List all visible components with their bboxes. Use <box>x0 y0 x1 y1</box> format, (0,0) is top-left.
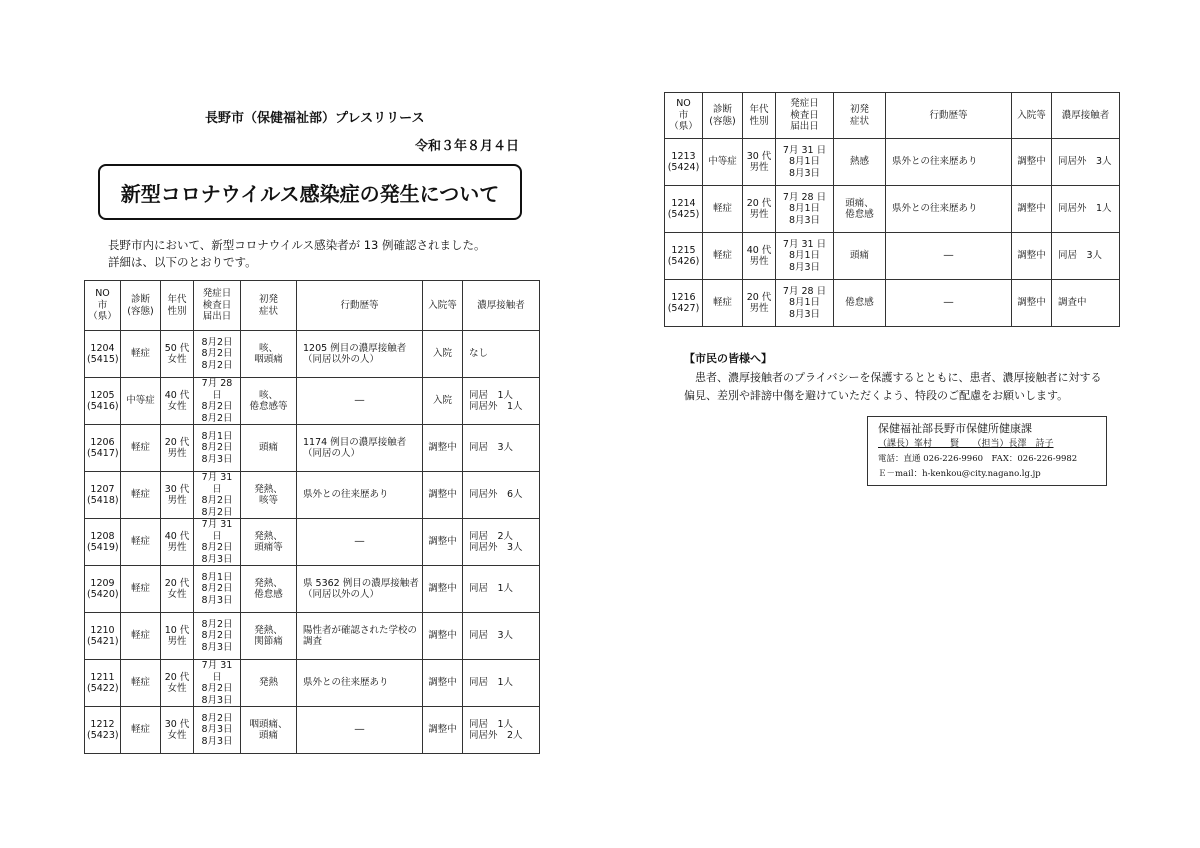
cell-diagnosis: 軽症 <box>121 519 161 566</box>
cell-hospitalization: 調整中 <box>1012 280 1052 327</box>
cell-close-contacts: 同居 3人 <box>463 613 540 660</box>
cell-dates: 8月2日 8月2日 8月2日 <box>194 331 241 378</box>
table-row <box>665 233 1120 280</box>
cell-case-no: 1206 (5417) <box>85 425 121 472</box>
cell-dates: 7月 31 日 8月2日 8月2日 <box>194 472 241 519</box>
contact-persons: （課長）峯村 賢 （担当）長澤 詩子 <box>878 439 1054 449</box>
cell-case-no: 1209 (5420) <box>85 566 121 613</box>
cell-age-sex: 40 代 男性 <box>743 233 776 280</box>
cell-dates: 8月2日 8月2日 8月3日 <box>194 613 241 660</box>
cell-diagnosis: 中等症 <box>703 139 743 186</box>
cell-age-sex: 20 代 男性 <box>743 186 776 233</box>
cell-hospitalization: 調整中 <box>423 472 463 519</box>
cell-diagnosis: 軽症 <box>121 472 161 519</box>
press-release-dept: 長野市（保健福祉部）プレスリリース <box>205 111 425 126</box>
cell-dates: 7月 31 日 8月1日 8月3日 <box>776 233 834 280</box>
cell-dates: 7月 28 日 8月2日 8月2日 <box>194 378 241 425</box>
col-header-close-contacts: 濃厚接触者 <box>463 281 540 331</box>
cell-symptoms: 頭痛 <box>241 425 297 472</box>
cell-symptoms: 咽頭痛、 頭痛 <box>241 707 297 754</box>
cell-age-sex: 10 代 男性 <box>161 613 194 660</box>
cell-diagnosis: 軽症 <box>703 233 743 280</box>
cell-history: 1174 例目の濃厚接触者 （同居の人） <box>297 425 423 472</box>
table-row <box>85 660 540 707</box>
cell-diagnosis: 軽症 <box>121 660 161 707</box>
cell-symptoms: 発熱 <box>241 660 297 707</box>
cell-close-contacts: 同居 1人 同居外 2人 <box>463 707 540 754</box>
cell-close-contacts: 同居 1人 <box>463 660 540 707</box>
col-header-history: 行動歴等 <box>297 281 423 331</box>
cell-age-sex: 40 代 男性 <box>161 519 194 566</box>
notice-heading: 【市民の皆様へ】 <box>684 352 772 365</box>
cell-case-no: 1212 (5423) <box>85 707 121 754</box>
cell-age-sex: 20 代 男性 <box>743 280 776 327</box>
cell-symptoms: 咳、 倦怠感等 <box>241 378 297 425</box>
cell-close-contacts: 調査中 <box>1052 280 1120 327</box>
table-row <box>85 472 540 519</box>
cell-close-contacts: 同居 3人 <box>1052 233 1120 280</box>
cell-dates: 8月2日 8月3日 8月3日 <box>194 707 241 754</box>
cell-dates: 7月 28 日 8月1日 8月3日 <box>776 186 834 233</box>
cell-dates: 7月 28 日 8月1日 8月3日 <box>776 280 834 327</box>
cell-close-contacts: なし <box>463 331 540 378</box>
cell-close-contacts: 同居 1人 同居外 1人 <box>463 378 540 425</box>
cell-case-no: 1204 (5415) <box>85 331 121 378</box>
cell-symptoms: 発熱、 頭痛等 <box>241 519 297 566</box>
table-row <box>85 378 540 425</box>
cell-diagnosis: 軽症 <box>703 186 743 233</box>
cell-history: 陽性者が確認された学校の 調査 <box>297 613 423 660</box>
col-header-dates: 発症日 検査日 届出日 <box>776 93 834 139</box>
cell-age-sex: 40 代 女性 <box>161 378 194 425</box>
case-table-2 <box>664 92 1120 327</box>
cell-age-sex: 30 代 男性 <box>743 139 776 186</box>
col-header-dates: 発症日 検査日 届出日 <box>194 281 241 331</box>
col-header-symptoms: 初発 症状 <box>241 281 297 331</box>
intro-line-2: 詳細は、以下のとおりです。 <box>108 255 257 269</box>
cell-symptoms: 発熱、 関節痛 <box>241 613 297 660</box>
cell-symptoms: 熱感 <box>834 139 886 186</box>
cell-case-no: 1207 (5418) <box>85 472 121 519</box>
cell-hospitalization: 調整中 <box>423 566 463 613</box>
cell-hospitalization: 調整中 <box>423 707 463 754</box>
notice-line-1: 患者、濃厚接触者のプライバシーを保護するとともに、患者、濃厚接触者に対する <box>684 371 1102 384</box>
cell-hospitalization: 調整中 <box>423 613 463 660</box>
cell-age-sex: 20 代 男性 <box>161 425 194 472</box>
cell-history: 1205 例目の濃厚接触者 （同居以外の人） <box>297 331 423 378</box>
table-row <box>85 519 540 566</box>
col-header-case-no: NO 市 （県） <box>665 93 703 139</box>
col-header-history: 行動歴等 <box>886 93 1012 139</box>
cell-close-contacts: 同居 2人 同居外 3人 <box>463 519 540 566</box>
cell-close-contacts: 同居外 1人 <box>1052 186 1120 233</box>
table-header-row <box>85 281 540 331</box>
cell-diagnosis: 軽症 <box>703 280 743 327</box>
cell-history: 県外との往来歴あり <box>297 472 423 519</box>
cell-hospitalization: 調整中 <box>1012 233 1052 280</box>
cell-hospitalization: 調整中 <box>423 660 463 707</box>
cell-age-sex: 20 代 女性 <box>161 660 194 707</box>
cell-dates: 7月 31 日 8月1日 8月3日 <box>776 139 834 186</box>
table-row <box>85 613 540 660</box>
cell-history: ― <box>886 233 1012 280</box>
notice-line-2: 偏見、差別や誹謗中傷を避けていただくよう、特段のご配慮をお願いします。 <box>684 389 1069 402</box>
cell-age-sex: 50 代 女性 <box>161 331 194 378</box>
cell-age-sex: 20 代 女性 <box>161 566 194 613</box>
cell-symptoms: 発熱、 倦怠感 <box>241 566 297 613</box>
cell-symptoms: 頭痛、 倦怠感 <box>834 186 886 233</box>
contact-office: 保健福祉部長野市保健所健康課 <box>878 422 1032 435</box>
cell-symptoms: 発熱、 咳等 <box>241 472 297 519</box>
cell-dates: 8月1日 8月2日 8月3日 <box>194 425 241 472</box>
cell-age-sex: 30 代 男性 <box>161 472 194 519</box>
table-row <box>665 139 1120 186</box>
cell-hospitalization: 調整中 <box>423 519 463 566</box>
cell-case-no: 1211 (5422) <box>85 660 121 707</box>
case-table-1 <box>84 280 540 754</box>
contact-box <box>867 416 1107 486</box>
cell-symptoms: 頭痛 <box>834 233 886 280</box>
cell-dates: 7月 31 日 8月2日 8月3日 <box>194 660 241 707</box>
cell-history: 県外との往来歴あり <box>886 186 1012 233</box>
cell-history: ― <box>297 378 423 425</box>
cell-hospitalization: 入院 <box>423 378 463 425</box>
col-header-age-sex: 年代 性別 <box>743 93 776 139</box>
cell-case-no: 1214 (5425) <box>665 186 703 233</box>
table-row <box>665 280 1120 327</box>
intro-line-1: 長野市内において、新型コロナウイルス感染者が 13 例確認されました。 <box>108 238 486 252</box>
cell-diagnosis: 軽症 <box>121 425 161 472</box>
cell-hospitalization: 調整中 <box>423 425 463 472</box>
cell-hospitalization: 調整中 <box>1012 139 1052 186</box>
col-header-close-contacts: 濃厚接触者 <box>1052 93 1120 139</box>
table-row <box>85 707 540 754</box>
cell-symptoms: 咳、 咽頭痛 <box>241 331 297 378</box>
cell-case-no: 1216 (5427) <box>665 280 703 327</box>
cell-history: ― <box>297 519 423 566</box>
contact-phone: 電話：直通 026-226-9960 FAX：026-226-9982 <box>878 454 1078 464</box>
col-header-age-sex: 年代 性別 <box>161 281 194 331</box>
cell-diagnosis: 軽症 <box>121 707 161 754</box>
table-row <box>665 186 1120 233</box>
cell-dates: 7月 31 日 8月2日 8月3日 <box>194 519 241 566</box>
col-header-symptoms: 初発 症状 <box>834 93 886 139</box>
cell-dates: 8月1日 8月2日 8月3日 <box>194 566 241 613</box>
cell-history: ― <box>297 707 423 754</box>
cell-close-contacts: 同居外 6人 <box>463 472 540 519</box>
cell-case-no: 1208 (5419) <box>85 519 121 566</box>
contact-email: Ｅ－mail：h-kenkou@city.nagano.lg.jp <box>878 469 1041 479</box>
cell-history: 県外との往来歴あり <box>886 139 1012 186</box>
col-header-diagnosis: 診断 (容態) <box>703 93 743 139</box>
col-header-diagnosis: 診断 (容態) <box>121 281 161 331</box>
cell-close-contacts: 同居 1人 <box>463 566 540 613</box>
cell-case-no: 1213 (5424) <box>665 139 703 186</box>
cell-diagnosis: 軽症 <box>121 331 161 378</box>
cell-history: ― <box>886 280 1012 327</box>
table-row <box>85 425 540 472</box>
table-row <box>85 331 540 378</box>
cell-age-sex: 30 代 女性 <box>161 707 194 754</box>
document-title: 新型コロナウイルス感染症の発生について <box>98 164 522 220</box>
release-date: 令和３年８月４日 <box>415 139 520 154</box>
cell-hospitalization: 調整中 <box>1012 186 1052 233</box>
cell-close-contacts: 同居外 3人 <box>1052 139 1120 186</box>
cell-close-contacts: 同居 3人 <box>463 425 540 472</box>
cell-history: 県外との往来歴あり <box>297 660 423 707</box>
cell-diagnosis: 軽症 <box>121 613 161 660</box>
cell-diagnosis: 中等症 <box>121 378 161 425</box>
table-header-row <box>665 93 1120 139</box>
cell-hospitalization: 入院 <box>423 331 463 378</box>
intro-text <box>108 237 486 271</box>
notice-text <box>684 369 1124 405</box>
cell-case-no: 1210 (5421) <box>85 613 121 660</box>
col-header-case-no: NO 市 （県） <box>85 281 121 331</box>
col-header-hospitalization: 入院等 <box>423 281 463 331</box>
cell-diagnosis: 軽症 <box>121 566 161 613</box>
cell-case-no: 1215 (5426) <box>665 233 703 280</box>
table-row <box>85 566 540 613</box>
col-header-hospitalization: 入院等 <box>1012 93 1052 139</box>
cell-history: 県 5362 例目の濃厚接触者 （同居以外の人） <box>297 566 423 613</box>
cell-symptoms: 倦怠感 <box>834 280 886 327</box>
cell-case-no: 1205 (5416) <box>85 378 121 425</box>
